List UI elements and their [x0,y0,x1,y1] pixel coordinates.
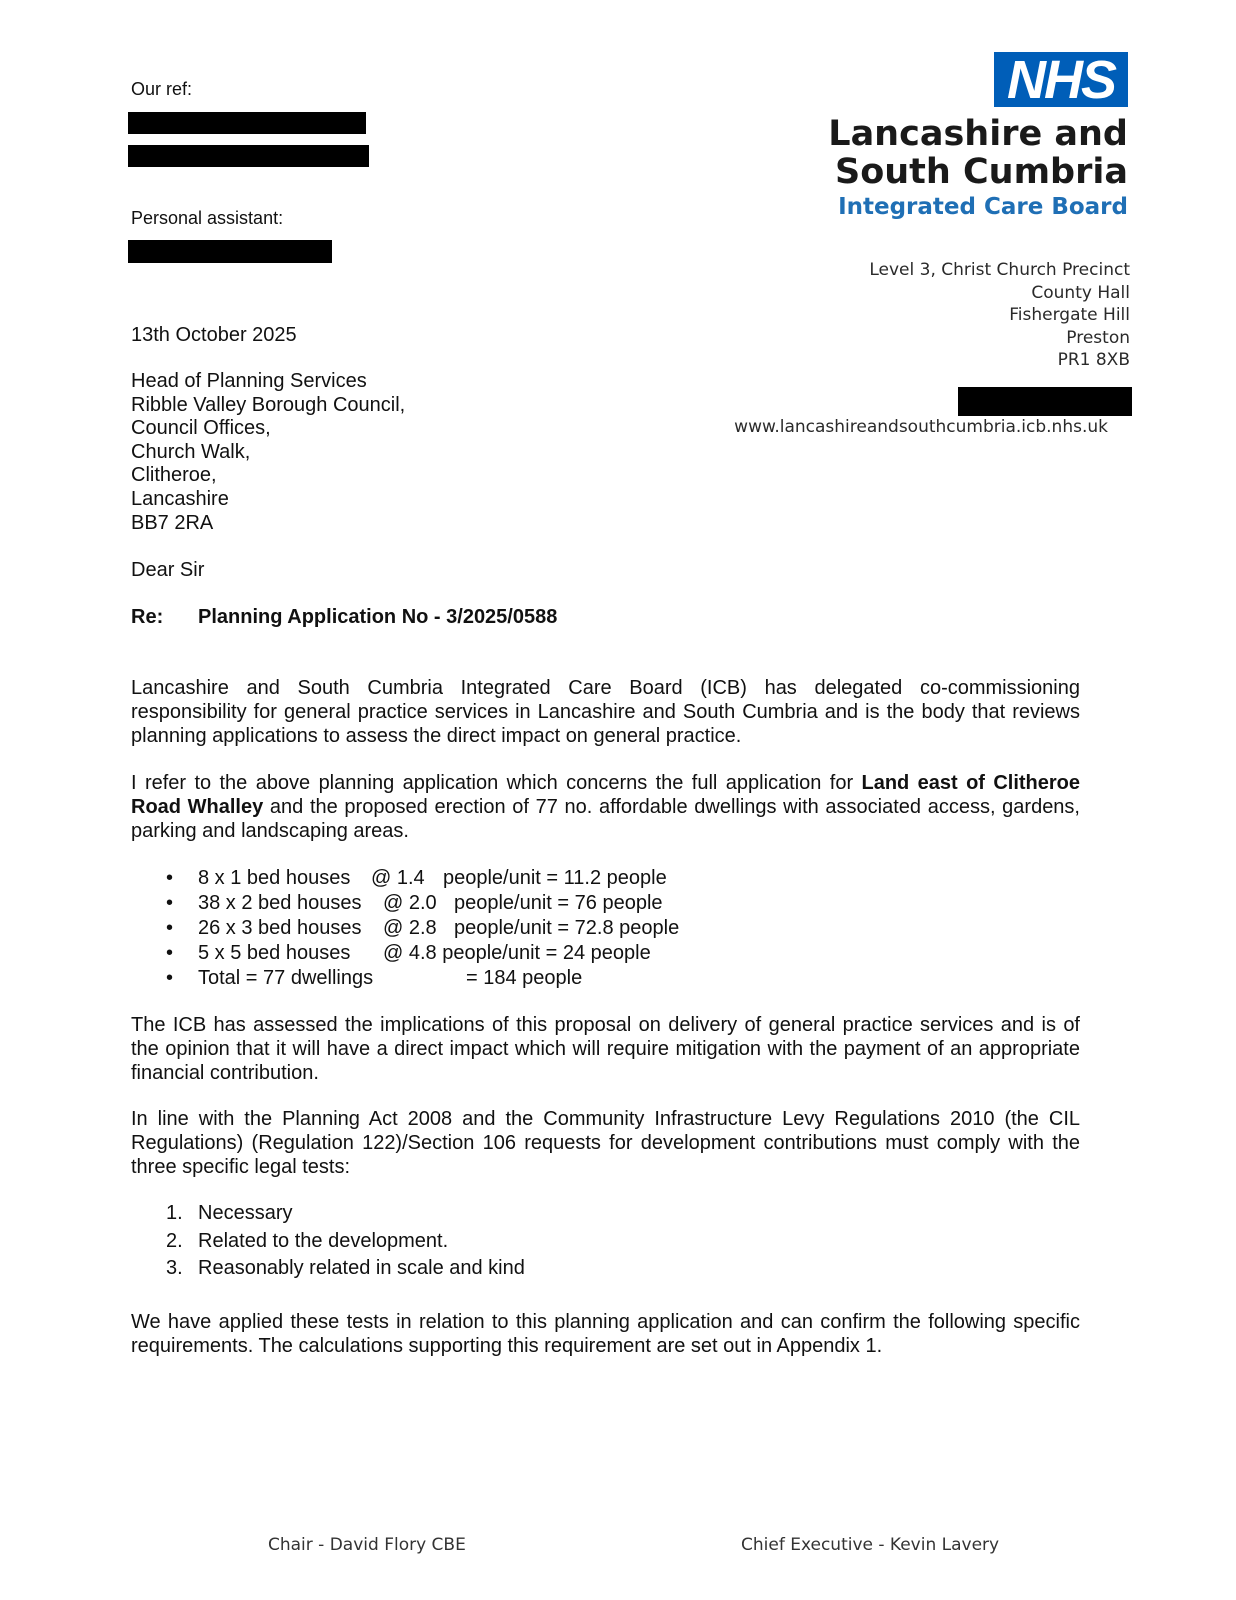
paragraph-5: We have applied these tests in relation to this planning application and can confirm the following specific requirements. The calculations supporting this requirement are set out in Appendix 1. [131,1311,1080,1357]
address-line: Level 3, Christ Church Precinct [869,260,1130,280]
salutation: Dear Sir [131,559,205,581]
footer-chair: Chair - David Flory CBE [268,1535,466,1555]
recipient-line: Lancashire [131,487,229,510]
address-line: PR1 8XB [1057,350,1130,370]
recipient-address [131,370,405,535]
sender-address [869,259,1130,372]
bullet-icon: • [166,967,174,989]
paragraph-1: Lancashire and South Cumbria Integrated Care Board (ICB) has delegated co-commissioning responsibility for general practice services in Lancashire and South Cumbria and is the body that reviews planning applications to assess the direct impact on general practice. [131,677,1080,747]
footer-chief-executive: Chief Executive - Kevin Lavery [741,1535,1000,1555]
paragraph-4: In line with the Planning Act 2008 and the Community Infrastructure Levy Regulations 2010 (the CIL Regulations) (Regulation 122)/Section 106 requests for development contributions must comply with the three specific legal tests: [131,1108,1080,1178]
paragraph-2 [131,771,1080,843]
org-name-line-1: Lancashire and [828,114,1128,154]
website-link[interactable]: www.lancashireandsouthcumbria.icb.nhs.uk [734,417,1108,437]
our-ref-label: Our ref: [131,79,193,99]
redacted-ref-line-2 [128,145,369,167]
personal-assistant-label: Personal assistant: [131,208,284,228]
redacted-personal-assistant [128,240,332,263]
org-name-line-2: South Cumbria [834,152,1128,192]
recipient-line: Council Offices, [131,417,271,440]
recipient-line: Church Walk, [131,440,251,463]
subject-title: Planning Application No - 3/2025/0588 [198,606,558,628]
bullet-icon: • [166,917,174,939]
redacted-ref-line-1 [128,112,366,134]
paragraph-3: The ICB has assessed the implications of this proposal on delivery of general practice services and is of the opinion that it will have a direct impact which will require mitigation with the payment of an appropriate financial contribution. [131,1014,1080,1084]
redacted-phone [958,387,1132,416]
nhs-logo: NHS [994,52,1128,107]
org-name-line-3: Integrated Care Board [838,194,1128,220]
recipient-line: Clitheroe, [131,464,217,487]
recipient-line: Head of Planning Services [131,370,367,392]
letter-date: 13th October 2025 [131,324,297,346]
address-line: Fishergate Hill [1009,305,1130,325]
site-name: Land east of Clitheroe Road Whalley [131,772,1081,818]
address-line: County Hall [1031,282,1130,303]
recipient-line: BB7 2RA [131,511,214,534]
address-line: Preston [1066,327,1130,348]
bullet-icon: • [166,942,174,964]
paragraph-2-pre: I refer to the above planning application which concerns the full application for [131,772,862,794]
bullet-icon: • [166,867,174,889]
paragraph-2-post: and the proposed erection of 77 no. affordable dwellings with associated access, gardens, parking and landscaping areas. [131,796,1080,842]
bullet-icon: • [166,892,174,914]
recipient-line: Ribble Valley Borough Council, [131,393,406,416]
subject-re: Re: [131,606,164,628]
